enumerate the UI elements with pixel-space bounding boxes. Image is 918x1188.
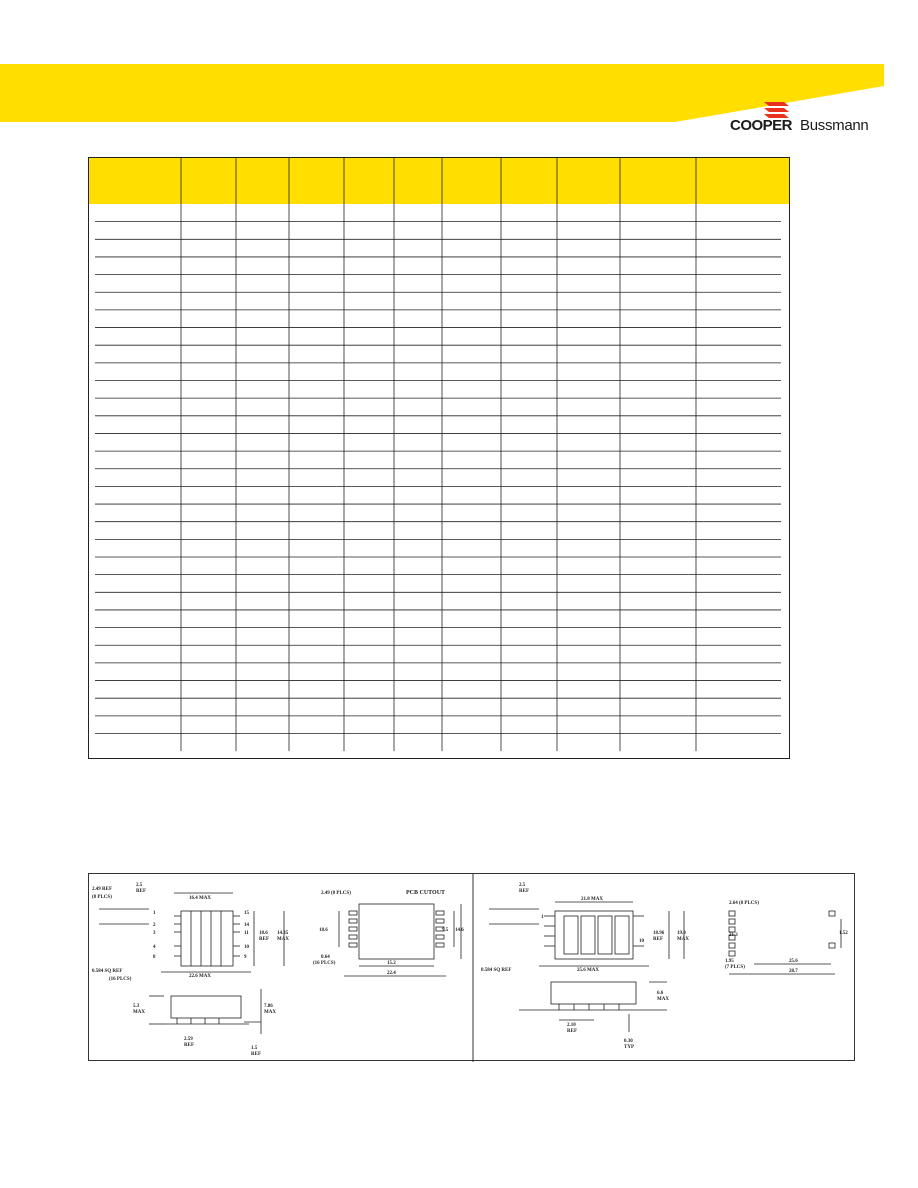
label-r-dim-020: 0.30 — [624, 1039, 633, 1044]
label-r-sq: 0.584 SQ REF — [481, 968, 512, 973]
label-f-plcs7: (7 PLCS) — [725, 965, 745, 970]
label-f-195: 1.95 — [725, 959, 734, 964]
label-pin-8: 8 — [153, 955, 156, 960]
label-r-dim-190: 19.0 — [677, 931, 686, 936]
label-pin-14: 14 — [244, 923, 249, 928]
label-pin-1: 1 — [153, 911, 156, 916]
label-ref-25: 2.5 — [136, 883, 143, 888]
label-f-287: 28.7 — [789, 969, 798, 974]
label-pin-15: 15 — [244, 911, 249, 916]
label-pin-9: 9 — [244, 955, 247, 960]
label-r-pin-10: 10 — [639, 939, 644, 944]
label-ref-186: REF — [259, 937, 269, 942]
left-top-view — [99, 893, 284, 972]
label-r-max-256: 25.6 MAX — [577, 968, 599, 973]
label-r-pin-1: 1 — [541, 915, 544, 920]
label-dim-53: 5.3 — [133, 1004, 140, 1009]
label-pcb-152: 15.2 — [387, 961, 396, 966]
label-pcb-224: 22.4 — [387, 971, 396, 976]
label-f-152: 1.52 — [839, 931, 848, 936]
label-r-ref-25b: REF — [519, 889, 529, 894]
spec-table-grid — [89, 158, 791, 760]
label-ref-15: REF — [251, 1052, 261, 1057]
label-pin-2: 2 — [153, 923, 156, 928]
left-side-view — [149, 989, 261, 1034]
label-r-max-66: MAX — [657, 997, 669, 1002]
label-dim-259: 2.59 — [184, 1037, 193, 1042]
label-plcs-8: (8 PLCS) — [92, 895, 112, 900]
label-max-226: 22.6 MAX — [189, 974, 211, 979]
label-f-256: 25.6 — [789, 959, 798, 964]
label-plcs-16: (16 PLCS) — [109, 977, 132, 982]
left-side-view-labels — [133, 1004, 276, 1057]
pcb-cutout-labels — [313, 890, 464, 976]
label-r-ref-25: 2.5 — [519, 883, 526, 888]
spec-table — [88, 157, 790, 759]
label-dim-786: 7.86 — [264, 1004, 273, 1009]
pcb-cutout-view — [339, 904, 461, 976]
label-ref-259: REF — [184, 1043, 194, 1048]
label-dim-1435: 14.35 — [277, 931, 289, 936]
label-ref-249: 2.49 REF — [92, 887, 112, 892]
label-pcb-249: 2.49 (8 PLCS) — [321, 891, 351, 896]
label-pcb-064: 0.64 — [321, 955, 330, 960]
logo-cooper-text: COOPER — [730, 117, 793, 134]
label-pcb-plcs16: (16 PLCS) — [313, 961, 336, 966]
label-dim-15: 1.5 — [251, 1046, 258, 1051]
label-max-164: 16.4 MAX — [189, 896, 211, 901]
label-dim-186: 18.6 — [259, 931, 268, 936]
label-r-dim-1896: 18.96 — [653, 931, 665, 936]
label-pin-4: 4 — [153, 945, 156, 950]
label-r-dim-66: 6.6 — [657, 991, 664, 996]
right-footprint-labels — [725, 901, 848, 974]
label-pcb-95: 9.5 — [442, 928, 449, 933]
label-max-53: MAX — [133, 1010, 145, 1015]
right-side-view-labels — [567, 991, 669, 1050]
label-pin-11: 11 — [244, 931, 249, 936]
label-r-dim-210: 2.10 — [567, 1023, 576, 1028]
label-pcb-cutout: PCB CUTOUT — [406, 890, 446, 896]
label-f-212: 21.3 — [729, 933, 738, 938]
label-pcb-146: 14.6 — [455, 928, 464, 933]
mechanical-drawings — [88, 873, 855, 1061]
label-pin-10: 10 — [244, 945, 249, 950]
label-ref-25b: REF — [136, 889, 146, 894]
right-top-view-labels — [481, 883, 689, 973]
label-pcb-186: 18.6 — [319, 928, 328, 933]
label-r-max-190: MAX — [677, 937, 689, 942]
label-f-264: 2.64 (8 PLCS) — [729, 901, 759, 906]
drawings-svg — [89, 874, 856, 1062]
label-sq-ref: 0.584 SQ REF — [92, 969, 123, 974]
right-side-view — [519, 982, 667, 1032]
right-footprint — [729, 911, 841, 974]
label-max-1435: MAX — [277, 937, 289, 942]
label-r-ref-1896: REF — [653, 937, 663, 942]
brand-logo — [730, 100, 890, 140]
label-r-typ: TYP — [624, 1045, 634, 1050]
label-r-ref-210: REF — [567, 1029, 577, 1034]
label-r-max-218: 21.8 MAX — [581, 897, 603, 902]
label-pin-3: 3 — [153, 931, 156, 936]
label-max-786: MAX — [264, 1010, 276, 1015]
logo-bussmann-text: Bussmann — [800, 117, 869, 134]
table-header — [89, 158, 789, 204]
